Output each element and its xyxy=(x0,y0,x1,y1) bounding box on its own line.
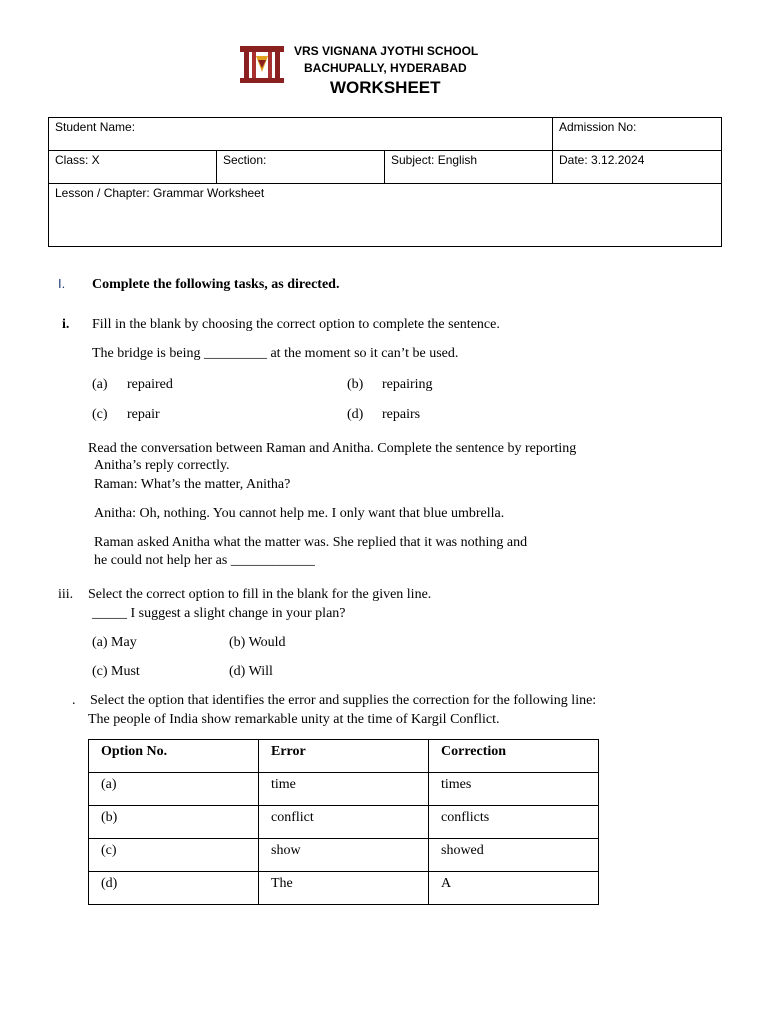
option-text: (b) Would xyxy=(229,635,286,650)
error-correction-table xyxy=(88,739,599,905)
table-cell: times xyxy=(429,773,599,806)
question-iii-instruction: Select the correct option to fill in the blank for the given line. xyxy=(88,587,432,602)
option-text: repairing xyxy=(382,377,433,392)
table-cell: conflicts xyxy=(429,806,599,839)
option-text: (d) Will xyxy=(229,664,273,679)
option-text: repairs xyxy=(382,407,421,422)
option-label: (d) xyxy=(347,407,364,422)
student-info-table xyxy=(48,117,722,247)
question-ii-line: Anitha: Oh, nothing. You cannot help me. I only want that blue umbrella. xyxy=(94,506,505,521)
date-field: Date: 3.12.2024 xyxy=(553,151,722,184)
column-header: Error xyxy=(259,740,429,773)
school-logo xyxy=(238,42,286,86)
option-label: (b) xyxy=(347,377,364,392)
question-ii-line: Raman: What’s the matter, Anitha? xyxy=(94,477,291,492)
question-iv-sentence: The people of India show remarkable unity at the time of Kargil Conflict. xyxy=(88,712,500,727)
option-text: (c) Must xyxy=(92,664,140,679)
table-cell: (a) xyxy=(89,773,259,806)
table-cell: A xyxy=(429,872,599,905)
lesson-field: Lesson / Chapter: Grammar Worksheet xyxy=(49,184,722,247)
section-field: Section: xyxy=(217,151,385,184)
table-cell: (d) xyxy=(89,872,259,905)
subject-field: Subject: English xyxy=(385,151,553,184)
question-number-i: i. xyxy=(62,317,70,332)
table-header-row xyxy=(89,740,599,773)
question-ii-line: Anitha’s reply correctly. xyxy=(94,458,230,473)
question-iv-instruction: Select the option that identifies the error and supplies the correction for the following line: xyxy=(90,693,597,708)
option-text: (a) May xyxy=(92,635,137,650)
question-number-iv: . xyxy=(72,693,76,708)
column-header: Option No. xyxy=(89,740,259,773)
table-row xyxy=(89,773,599,806)
question-ii-line: Raman asked Anitha what the matter was. She replied that it was nothing and xyxy=(94,535,528,550)
page-title: WORKSHEET xyxy=(330,78,441,97)
question-i-sentence: The bridge is being _________ at the moment so it can’t be used. xyxy=(92,346,459,361)
table-cell: The xyxy=(259,872,429,905)
table-row xyxy=(89,872,599,905)
school-location: BACHUPALLY, HYDERABAD xyxy=(304,61,467,75)
table-cell: time xyxy=(259,773,429,806)
option-label: (a) xyxy=(92,377,108,392)
table-row xyxy=(89,839,599,872)
table-cell: (c) xyxy=(89,839,259,872)
class-field: Class: X xyxy=(49,151,217,184)
section-heading: Complete the following tasks, as directed. xyxy=(92,277,340,292)
option-label: (c) xyxy=(92,407,108,422)
student-name-field: Student Name: xyxy=(49,118,553,151)
option-text: repaired xyxy=(127,377,173,392)
option-text: repair xyxy=(127,407,160,422)
table-cell: showed xyxy=(429,839,599,872)
question-ii-line: Read the conversation between Raman and Anitha. Complete the sentence by reporting xyxy=(88,441,577,456)
question-i-instruction: Fill in the blank by choosing the correct option to complete the sentence. xyxy=(92,317,500,332)
admission-no-field: Admission No: xyxy=(553,118,722,151)
question-number-iii: iii. xyxy=(58,587,74,602)
question-ii-line: he could not help her as ____________ xyxy=(94,553,315,568)
section-numeral: I. xyxy=(58,276,66,291)
question-iii-sentence: _____ I suggest a slight change in your plan? xyxy=(92,606,346,621)
column-header: Correction xyxy=(429,740,599,773)
table-cell: conflict xyxy=(259,806,429,839)
table-cell: (b) xyxy=(89,806,259,839)
table-row xyxy=(89,806,599,839)
table-cell: show xyxy=(259,839,429,872)
school-name: VRS VIGNANA JYOTHI SCHOOL xyxy=(294,44,479,58)
